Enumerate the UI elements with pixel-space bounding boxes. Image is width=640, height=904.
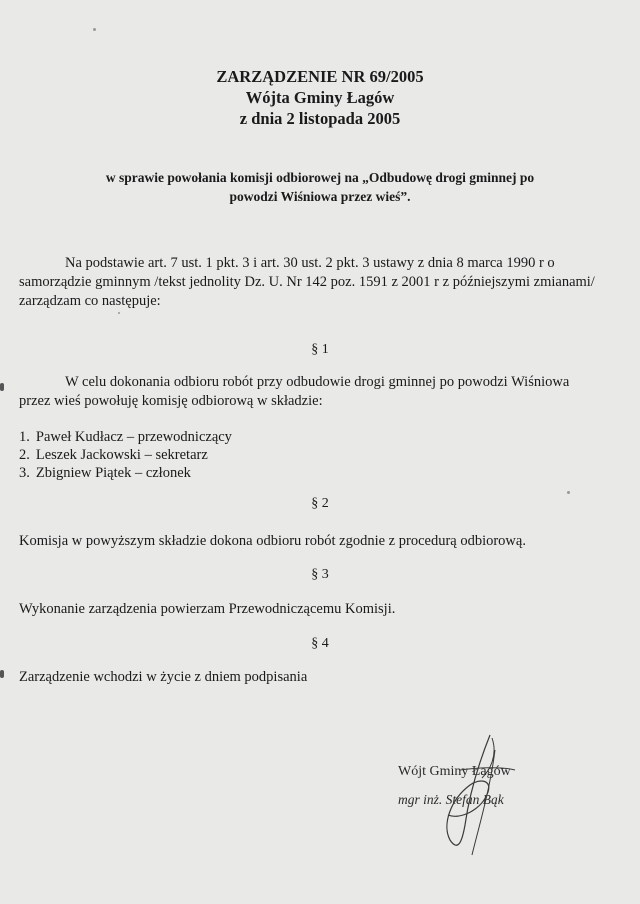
list-item — [19, 446, 232, 464]
section-4-text: Zarządzenie wchodzi w życie z dniem podpisania — [19, 669, 308, 685]
stamp-name: mgr inż. Stefan Bąk — [398, 792, 504, 807]
preamble — [19, 254, 631, 311]
stamp-title: Wójt Gminy Łagów — [398, 764, 511, 779]
scan-speck — [93, 28, 96, 31]
section-3-text: Wykonanie zarządzenia powierzam Przewodniczącemu Komisji. — [19, 601, 396, 617]
scan-edge-mark — [0, 670, 4, 678]
section-mark-1: § 1 — [311, 342, 329, 357]
issue-date: z dnia 2 listopada 2005 — [239, 109, 401, 128]
scan-speck — [567, 491, 570, 494]
scan-speck — [118, 312, 120, 314]
member-name: Leszek Jackowski – sekretarz — [35, 447, 208, 463]
section-mark-2: § 2 — [311, 496, 329, 511]
member-name: Paweł Kudłacz – przewodniczący — [35, 429, 232, 445]
issuer: Wójta Gminy Łagów — [245, 88, 395, 107]
document-header — [0, 66, 640, 129]
list-item — [19, 464, 232, 482]
scan-edge-mark — [0, 383, 4, 391]
preamble-line-3: zarządzam co następuje: — [19, 293, 161, 309]
handwritten-signature — [420, 730, 530, 860]
section-1-text — [19, 373, 631, 411]
subject-line-2: powodzi Wiśniowa przez wieś”. — [229, 189, 411, 204]
preamble-line-2: samorządzie gminnym /tekst jednolity Dz. U. Nr 142 poz. 1591 z 2001 r z późniejszymi zmianami/ — [19, 274, 595, 290]
section-mark-3: § 3 — [311, 567, 329, 582]
section-1-line-1: W celu dokonania odbioru robót przy odbudowie drogi gminnej po powodzi Wiśniowa — [65, 374, 570, 390]
member-name: Zbigniew Piątek – członek — [35, 465, 191, 481]
member-number: 3. — [19, 465, 30, 481]
section-mark-4: § 4 — [311, 636, 329, 651]
section-1-line-2: przez wieś powołuję komisję odbiorową w składzie: — [19, 393, 323, 409]
section-2-text: Komisja w powyższym składzie dokona odbioru robót zgodnie z procedurą odbiorową. — [19, 533, 526, 549]
ordinance-subject — [60, 168, 580, 206]
committee-members — [19, 428, 232, 482]
subject-line-1: w sprawie powołania komisji odbiorowej na „Odbudowę drogi gminnej po — [105, 170, 535, 185]
ordinance-number: ZARZĄDZENIE NR 69/2005 — [216, 67, 424, 86]
preamble-line-1: Na podstawie art. 7 ust. 1 pkt. 3 i art. 30 ust. 2 pkt. 3 ustawy z dnia 8 marca 1990 r o — [65, 255, 555, 271]
member-number: 2. — [19, 447, 30, 463]
list-item — [19, 428, 232, 446]
member-number: 1. — [19, 429, 30, 445]
